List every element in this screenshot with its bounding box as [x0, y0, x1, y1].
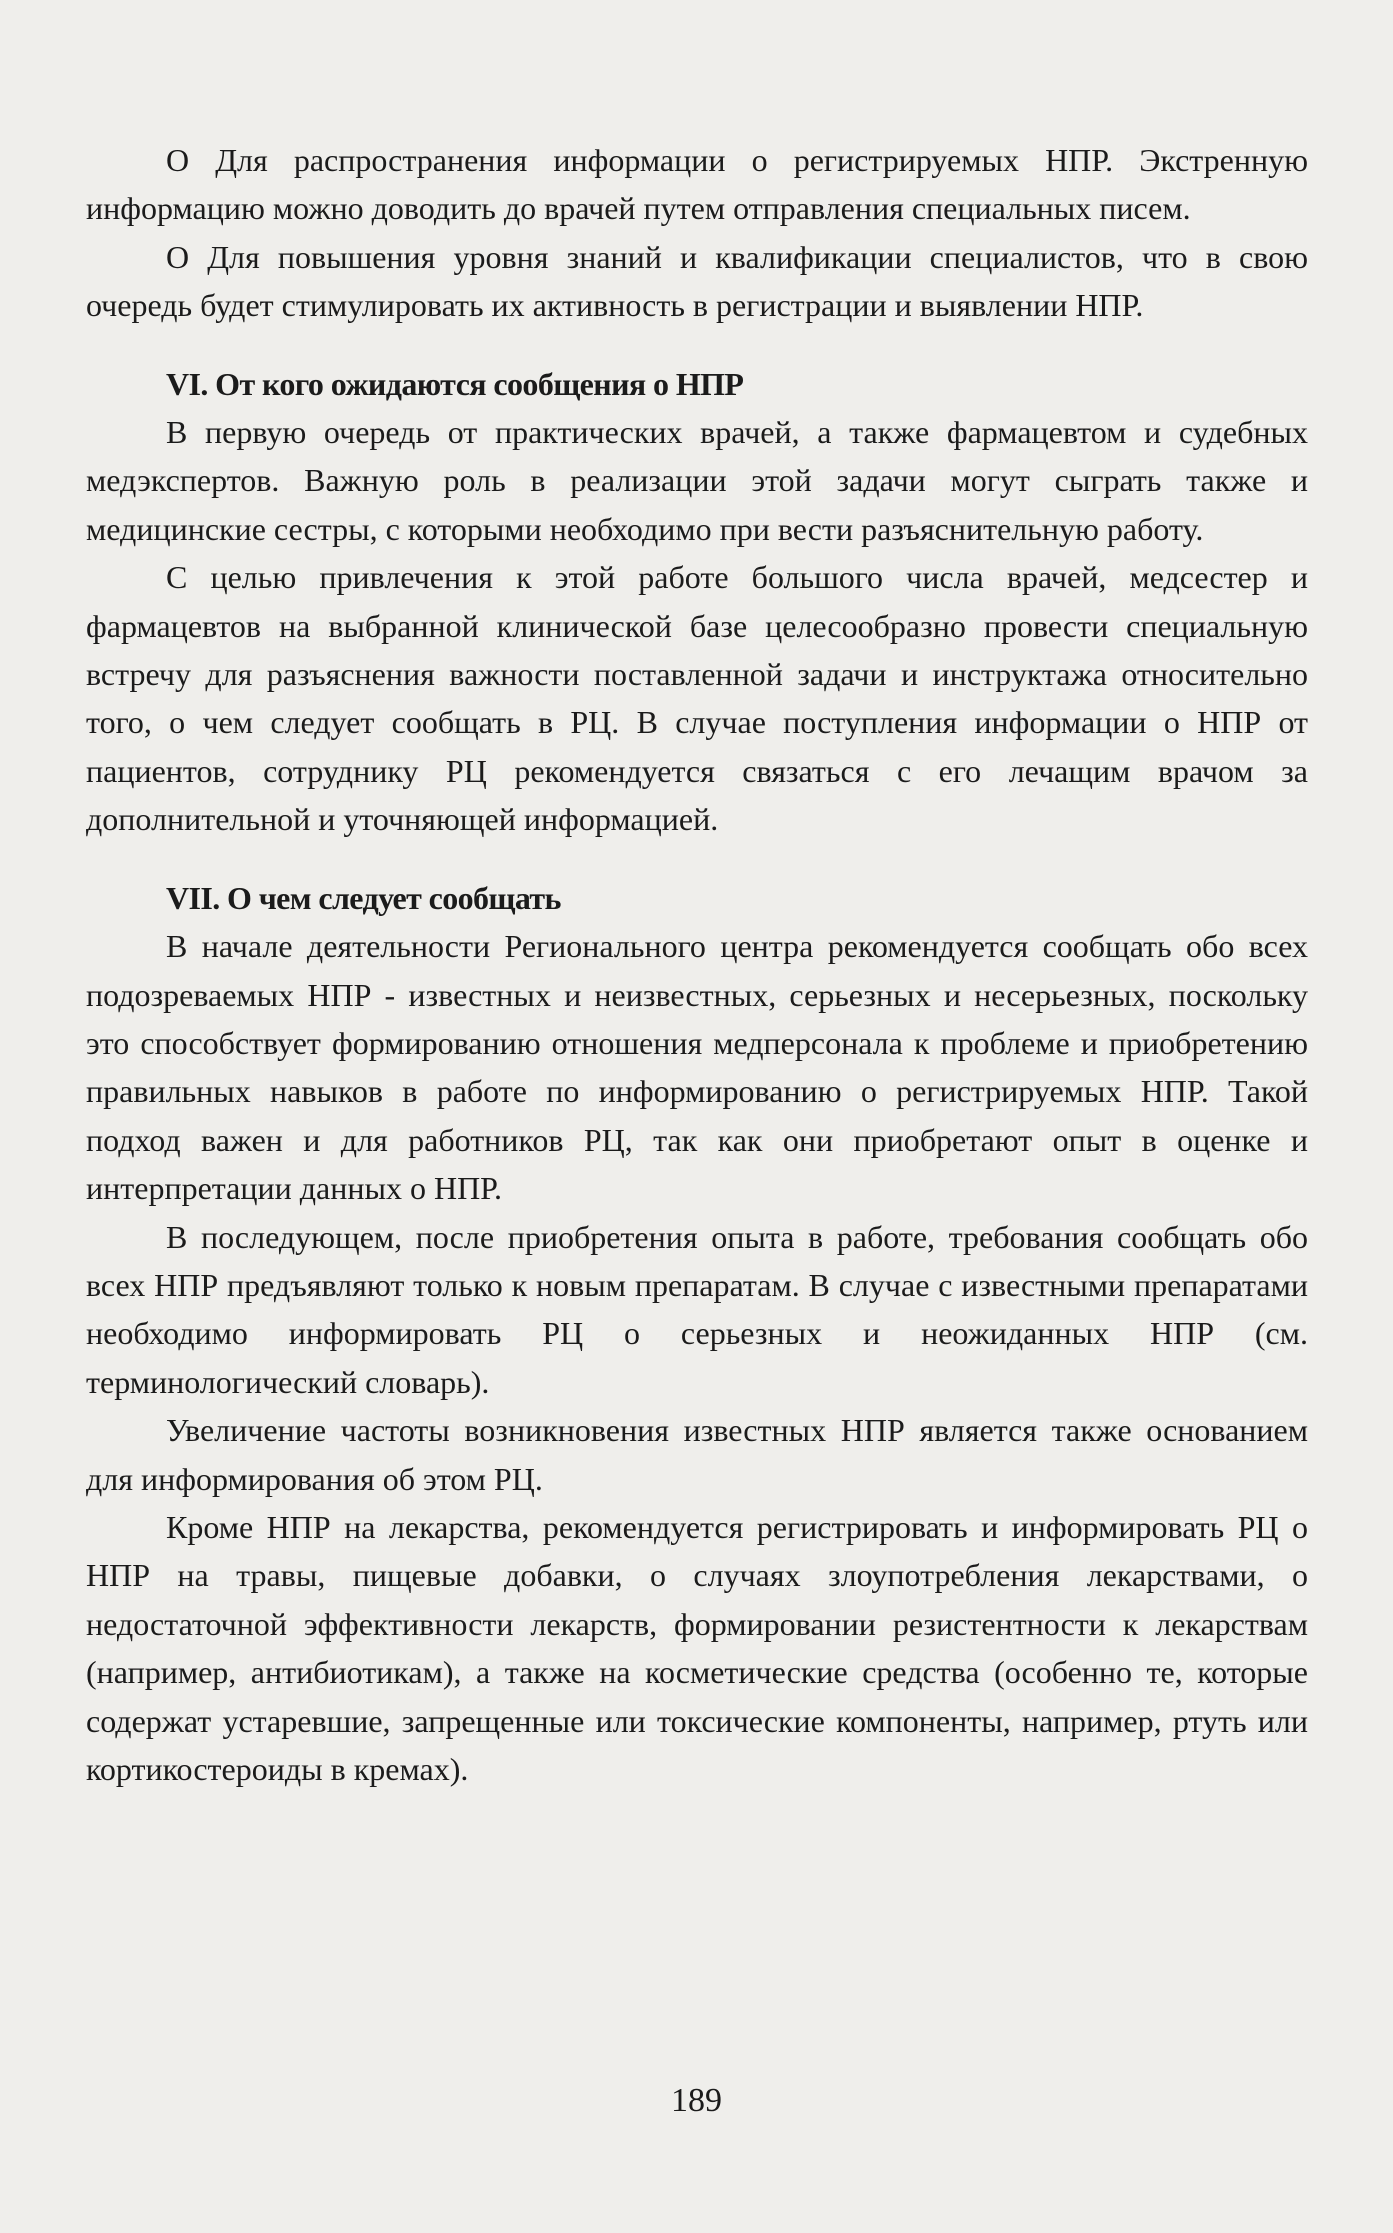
paragraph: О Для распространения информации о регистрируемых НПР. Экстренную информацию можно доводить до врачей путем отправления специальных писем.	[86, 142, 1308, 227]
page-body	[86, 136, 1308, 1793]
paragraph: В последующем, после приобретения опыта в работе, требования сообщать обо всех НПР предъявляют только к новым препаратам. В случае с известными препаратами необходимо информировать РЦ о серьезных и неожиданных НПР (см. терминологический словарь).	[86, 1218, 1308, 1400]
paragraph: В начале деятельности Регионального центра рекомендуется сообщать обо всех подозреваемых НПР - известных и неизвестных, серьезных и несерьезных, поскольку это способствует формированию отношения медперсонала к проблеме и приобретению правильных навыков в работе по информированию о регистрируемых НПР. Такой подход важен и для работников РЦ, так как они приобретают опыт в оценке и интерпретации данных о НПР.	[86, 928, 1308, 1207]
paragraph: Увеличение частоты возникновения известных НПР является также основанием для информирования об этом РЦ.	[86, 1412, 1308, 1497]
section-heading-vi: VI. От кого ожидаются сообщения о НПР	[166, 365, 744, 402]
paragraph: С целью привлечения к этой работе большого числа врачей, медсестер и фармацевтов на выбранной клинической базе целесообразно провести специальную встречу для разъяснения важности поставленной задачи и инструктажа относительно того, о чем следует сообщать в РЦ. В случае поступления информации о НПР от пациентов, сотруднику РЦ рекомендуется связаться с его лечащим врачом за дополнительной и уточняющей информацией.	[86, 559, 1308, 838]
page-number: 189	[671, 2082, 722, 2119]
section-heading-vii: VII. О чем следует сообщать	[166, 879, 561, 916]
paragraph: В первую очередь от практических врачей, а также фармацевтом и судебных медэкспертов. Важную роль в реализации этой задачи могут сыграть также и медицинские сестры, с которыми необходимо при вести разъяснительную работу.	[86, 414, 1308, 547]
paragraph: О Для повышения уровня знаний и квалификации специалистов, что в свою очередь будет стимулировать их активность в регистрации и выявлении НПР.	[86, 238, 1308, 324]
paragraph: Кроме НПР на лекарства, рекомендуется регистрировать и информировать РЦ о НПР на травы, пищевые добавки, о случаях злоупотребления лекарствами, о недостаточной эффективности лекарств, формировании резистентности к лекарствам (например, антибиотикам), а также на косметические средства (особенно те, которые содержат устаревшие, запрещенные или токсические компоненты, например, ртуть или кортикостероиды в кремах).	[86, 1508, 1308, 1787]
